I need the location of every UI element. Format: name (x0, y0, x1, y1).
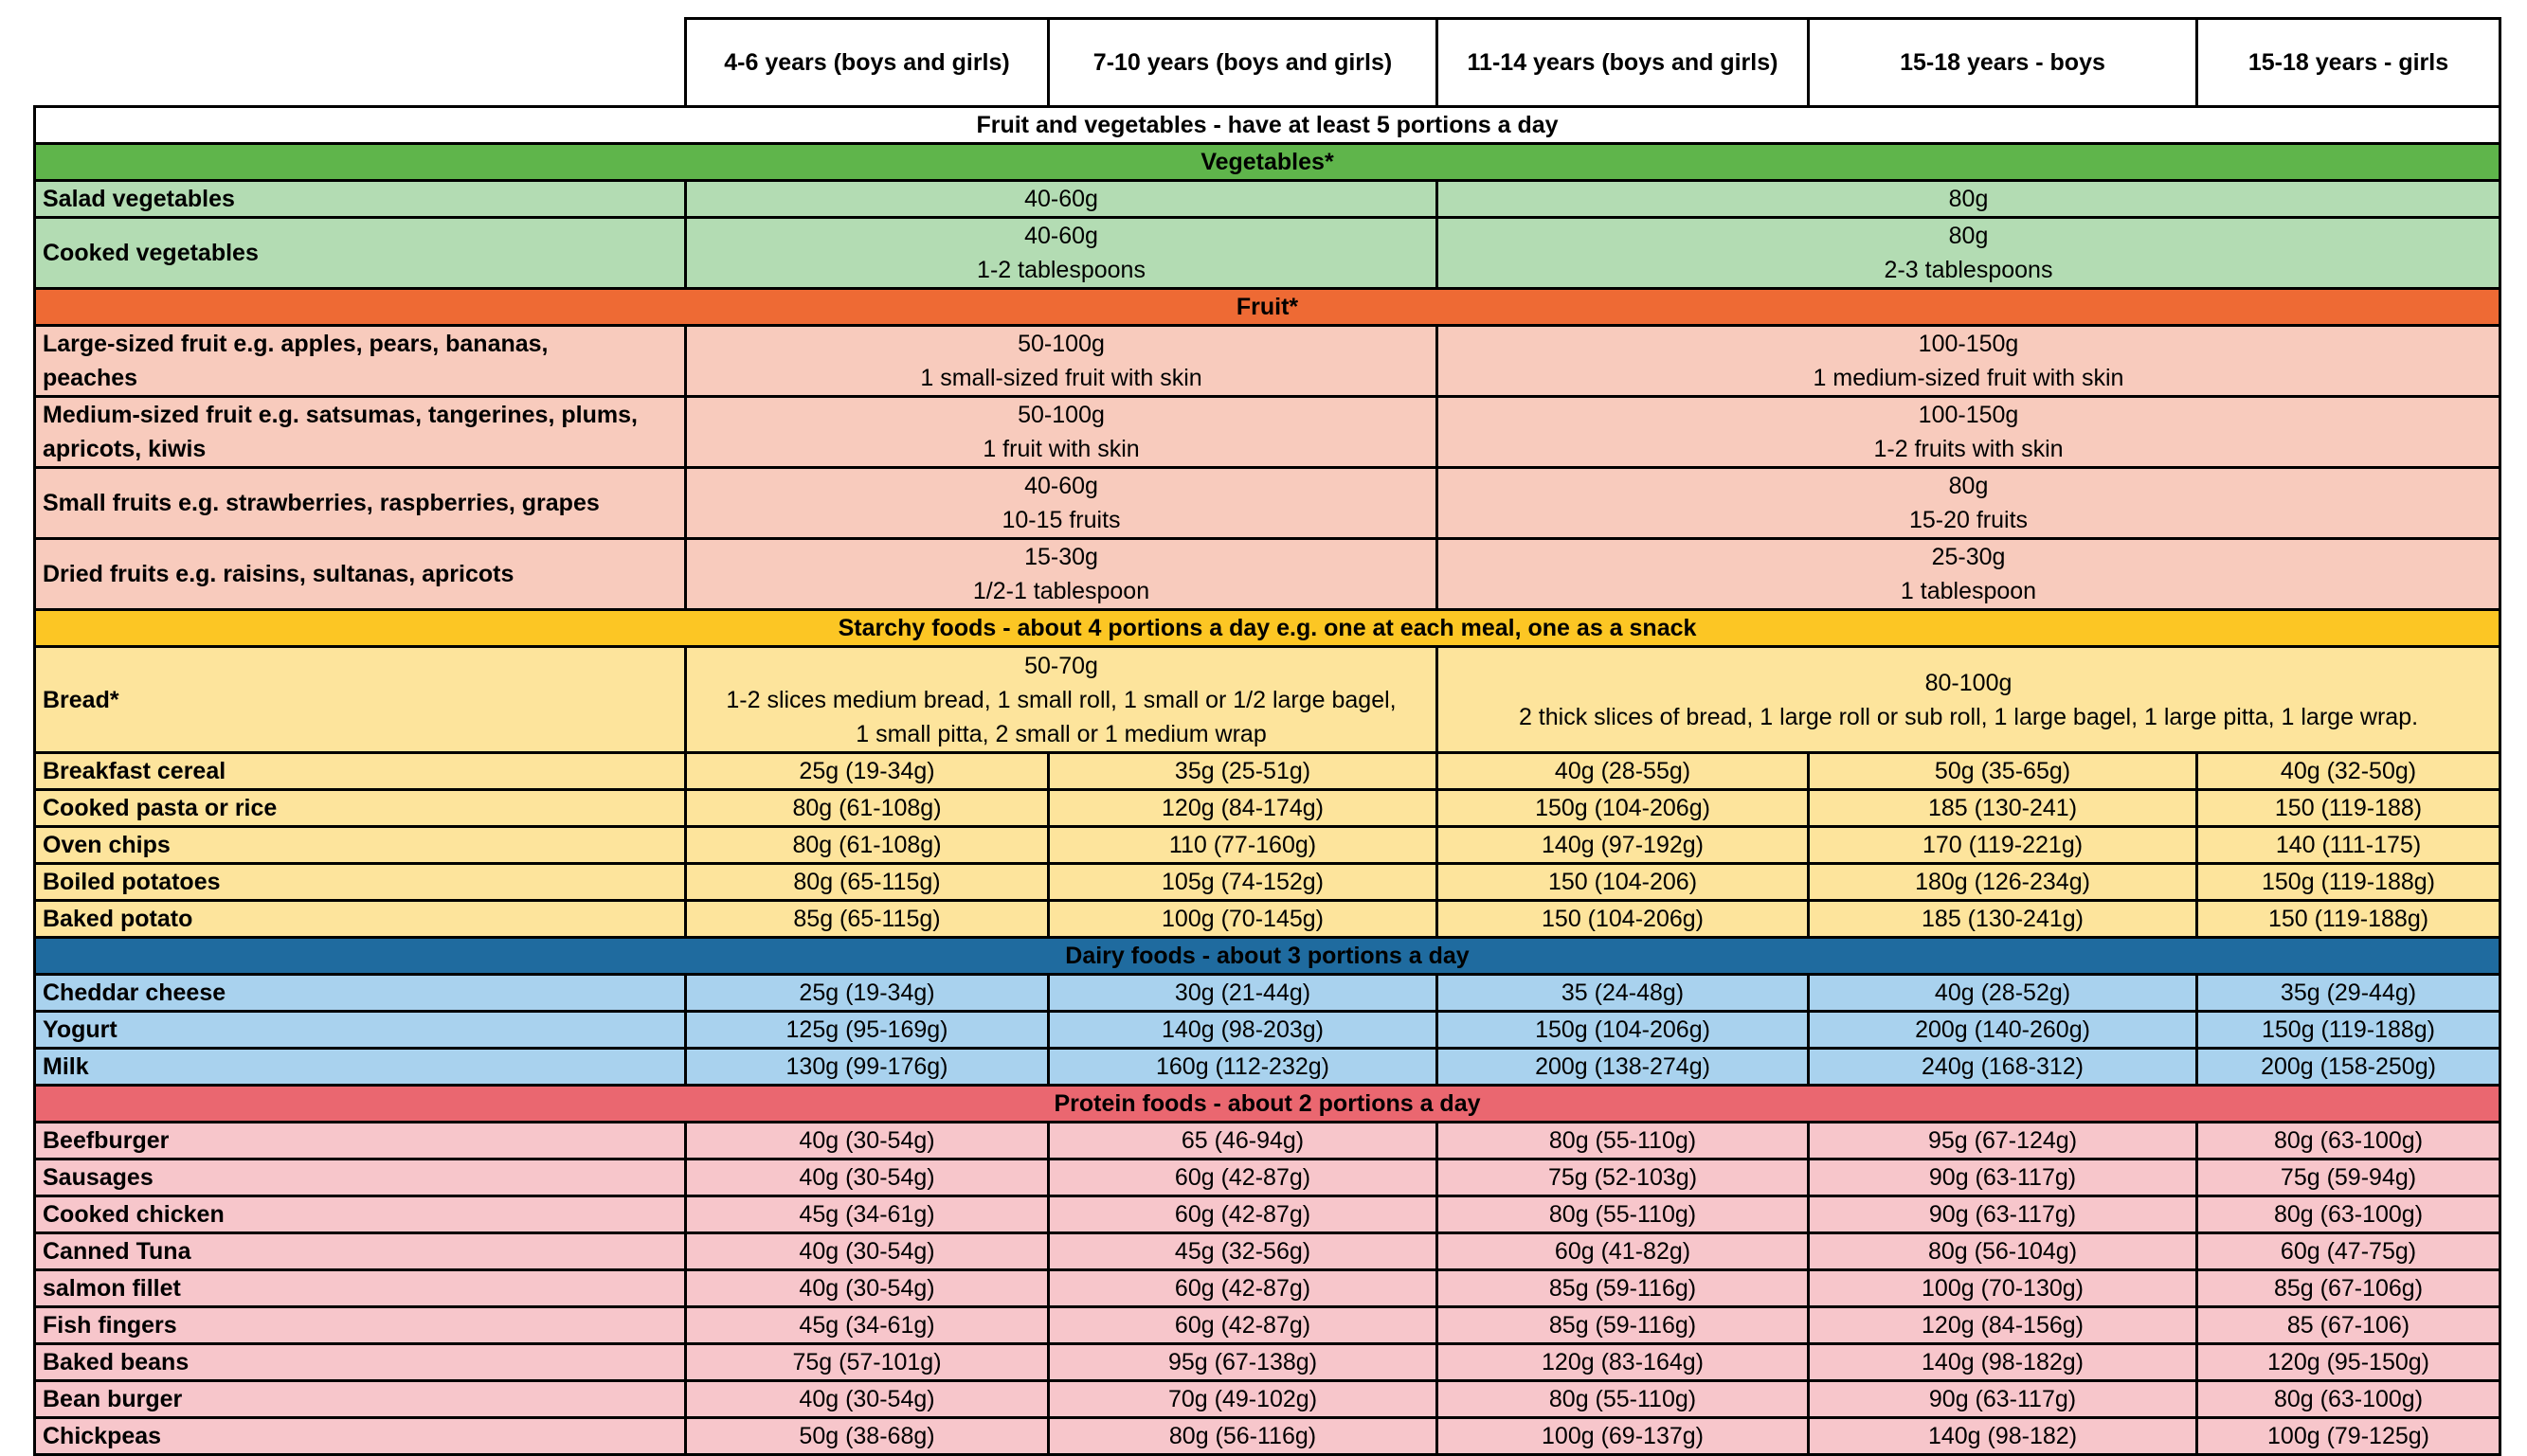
table-cell: 85 (67-106) (2197, 1307, 2500, 1344)
row-label: Milk (35, 1049, 686, 1086)
table-cell: 120g (95-150g) (2197, 1344, 2500, 1381)
row-label-medium-fruit (35, 397, 686, 468)
table-row (35, 539, 2500, 610)
cell-line: 1/2-1 tablespoon (972, 578, 1150, 604)
row-label: Cheddar cheese (35, 975, 686, 1012)
table-cell: 75g (57-101g) (686, 1344, 1049, 1381)
row-label: Cooked pasta or rice (35, 790, 686, 827)
label-line: Large-sized fruit e.g. apples, pears, bananas, (43, 331, 549, 357)
label-line: Medium-sized fruit e.g. satsumas, tangerines, plums, (43, 402, 638, 428)
fruit-veg-title: Fruit and vegetables - have at least 5 portions a day (35, 107, 2500, 144)
table-cell: 150 (119-188) (2197, 790, 2500, 827)
table-cell: 25g (19-34g) (686, 975, 1049, 1012)
table-row (35, 1381, 2500, 1418)
table-row (35, 1012, 2500, 1049)
table-cell: 140g (97-192g) (1437, 827, 1809, 864)
table-cell: 150 (104-206g) (1437, 901, 1809, 938)
table-cell: 200g (140-260g) (1809, 1012, 2197, 1049)
table-cell: 45g (32-56g) (1049, 1233, 1437, 1270)
cell-line: 1 medium-sized fruit with skin (1813, 365, 2124, 391)
row-label: Fish fingers (35, 1307, 686, 1344)
medium-fruit-old-value (1437, 397, 2500, 468)
table-cell: 80g (63-100g) (2197, 1381, 2500, 1418)
cell-line: 50-100g (1018, 402, 1105, 428)
table-cell: 140g (98-203g) (1049, 1012, 1437, 1049)
row-label: Baked potato (35, 901, 686, 938)
large-fruit-young-value (686, 326, 1437, 397)
protein-heading-row (35, 1086, 2500, 1123)
fruit-heading: Fruit* (35, 289, 2500, 326)
table-cell: 45g (34-61g) (686, 1196, 1049, 1233)
table-cell: 100g (79-125g) (2197, 1418, 2500, 1455)
table-row (35, 326, 2500, 397)
fruit-heading-row (35, 289, 2500, 326)
table-row (35, 901, 2500, 938)
cell-line: 1 small-sized fruit with skin (920, 365, 1202, 391)
table-cell: 140 (111-175) (2197, 827, 2500, 864)
cell-line: 1 tablespoon (1900, 578, 2037, 604)
cell-line: 15-30g (1024, 544, 1098, 570)
table-row (35, 975, 2500, 1012)
table-row (35, 218, 2500, 289)
table-cell: 40g (30-54g) (686, 1159, 1049, 1196)
table-cell: 80g (55-110g) (1437, 1196, 1809, 1233)
table-cell: 75g (52-103g) (1437, 1159, 1809, 1196)
table-cell: 150 (119-188g) (2197, 901, 2500, 938)
vegetables-heading-row (35, 144, 2500, 181)
table-cell: 40g (30-54g) (686, 1123, 1049, 1159)
header-row (35, 19, 2500, 107)
row-label: Boiled potatoes (35, 864, 686, 901)
table-cell: 85g (59-116g) (1437, 1270, 1809, 1307)
table-cell: 30g (21-44g) (1049, 975, 1437, 1012)
table-cell: 80g (56-116g) (1049, 1418, 1437, 1455)
label-line: apricots, kiwis (43, 436, 207, 462)
cell-line: 2 thick slices of bread, 1 large roll or sub roll, 1 large bagel, 1 large pitta, 1 large wrap. (1518, 703, 2419, 730)
table-cell: 65 (46-94g) (1049, 1123, 1437, 1159)
dried-fruit-young-value (686, 539, 1437, 610)
table-row (35, 827, 2500, 864)
cell-line: 2-3 tablespoons (1884, 257, 2053, 283)
cell-line: 1-2 slices medium bread, 1 small roll, 1 small or 1/2 large bagel, (726, 686, 1397, 713)
cell-line: 80g (1948, 473, 1989, 499)
row-label: Yogurt (35, 1012, 686, 1049)
table-cell: 25g (19-34g) (686, 753, 1049, 790)
salad-old-value: 80g (1437, 181, 2500, 218)
row-label-bread: Bread* (35, 647, 686, 753)
cell-line: 80-100g (1924, 669, 2013, 696)
table-cell: 140g (98-182g) (1809, 1344, 2197, 1381)
small-fruit-young-value (686, 468, 1437, 539)
table-cell: 95g (67-138g) (1049, 1344, 1437, 1381)
table-row (35, 1344, 2500, 1381)
table-cell: 80g (65-115g) (686, 864, 1049, 901)
row-label-salad-vegetables: Salad vegetables (35, 181, 686, 218)
table-row (35, 1159, 2500, 1196)
cell-line: 40-60g (1024, 223, 1098, 249)
table-cell: 80g (55-110g) (1437, 1381, 1809, 1418)
table-cell: 170 (119-221g) (1809, 827, 2197, 864)
table-row (35, 1418, 2500, 1455)
table-cell: 80g (63-100g) (2197, 1196, 2500, 1233)
dairy-heading: Dairy foods - about 3 portions a day (35, 938, 2500, 975)
table-cell: 75g (59-94g) (2197, 1159, 2500, 1196)
row-label: Cooked chicken (35, 1196, 686, 1233)
table-cell: 40g (28-55g) (1437, 753, 1809, 790)
table-cell: 85g (59-116g) (1437, 1307, 1809, 1344)
table-cell: 60g (42-87g) (1049, 1196, 1437, 1233)
table-row (35, 1270, 2500, 1307)
table-cell: 120g (84-156g) (1809, 1307, 2197, 1344)
table-cell: 240g (168-312) (1809, 1049, 2197, 1086)
table-cell: 150g (104-206g) (1437, 790, 1809, 827)
table-cell: 40g (30-54g) (686, 1233, 1049, 1270)
table-cell: 90g (63-117g) (1809, 1196, 2197, 1233)
large-fruit-old-value (1437, 326, 2500, 397)
cooked-veg-old-value (1437, 218, 2500, 289)
cell-line: 25-30g (1931, 544, 2006, 570)
row-label: Canned Tuna (35, 1233, 686, 1270)
row-label-large-fruit (35, 326, 686, 397)
table-cell: 130g (99-176g) (686, 1049, 1049, 1086)
cell-line: 15-20 fruits (1908, 507, 2029, 533)
row-label: Bean burger (35, 1381, 686, 1418)
table-cell: 100g (70-145g) (1049, 901, 1437, 938)
table-row (35, 1233, 2500, 1270)
starchy-heading-row (35, 610, 2500, 647)
header-age-11-14: 11-14 years (boys and girls) (1437, 19, 1809, 107)
table-row (35, 1049, 2500, 1086)
table-cell: 150 (104-206) (1437, 864, 1809, 901)
cell-line: 100-150g (1918, 331, 2019, 357)
table-cell: 125g (95-169g) (686, 1012, 1049, 1049)
table-cell: 60g (42-87g) (1049, 1307, 1437, 1344)
table-cell: 140g (98-182) (1809, 1418, 2197, 1455)
cooked-veg-young-value (686, 218, 1437, 289)
table-cell: 60g (42-87g) (1049, 1270, 1437, 1307)
cell-line: 80g (1948, 223, 1989, 249)
portion-size-table (33, 17, 2501, 1456)
cell-line: 50-70g (1024, 652, 1098, 679)
table-cell: 185 (130-241g) (1809, 901, 2197, 938)
cell-line: 1 small pitta, 2 small or 1 medium wrap (856, 720, 1267, 747)
table-cell: 110 (77-160g) (1049, 827, 1437, 864)
row-label: Beefburger (35, 1123, 686, 1159)
header-age-4-6: 4-6 years (boys and girls) (686, 19, 1049, 107)
table-cell: 90g (63-117g) (1809, 1159, 2197, 1196)
header-age-7-10: 7-10 years (boys and girls) (1049, 19, 1437, 107)
table-row (35, 397, 2500, 468)
header-age-15-18-boys: 15-18 years - boys (1809, 19, 2197, 107)
table-cell: 60g (41-82g) (1437, 1233, 1809, 1270)
cell-line: 10-15 fruits (1002, 507, 1121, 533)
row-label: Breakfast cereal (35, 753, 686, 790)
table-cell: 80g (63-100g) (2197, 1123, 2500, 1159)
table-cell: 35g (29-44g) (2197, 975, 2500, 1012)
table-cell: 160g (112-232g) (1049, 1049, 1437, 1086)
row-label-small-fruits: Small fruits e.g. strawberries, raspberries, grapes (35, 468, 686, 539)
table-row (35, 1307, 2500, 1344)
table-cell: 105g (74-152g) (1049, 864, 1437, 901)
label-line: peaches (43, 365, 138, 391)
table-cell: 35 (24-48g) (1437, 975, 1809, 1012)
table-cell: 80g (55-110g) (1437, 1123, 1809, 1159)
table-cell: 80g (56-104g) (1809, 1233, 2197, 1270)
table-row (35, 864, 2500, 901)
table-cell: 150g (104-206g) (1437, 1012, 1809, 1049)
salad-young-value: 40-60g (686, 181, 1437, 218)
dairy-heading-row (35, 938, 2500, 975)
table-row (35, 181, 2500, 218)
header-blank-cell (35, 19, 686, 107)
cell-line: 100-150g (1918, 402, 2019, 428)
table-cell: 120g (83-164g) (1437, 1344, 1809, 1381)
table-cell: 70g (49-102g) (1049, 1381, 1437, 1418)
row-label-dried-fruits: Dried fruits e.g. raisins, sultanas, apricots (35, 539, 686, 610)
table-row (35, 468, 2500, 539)
table-cell: 60g (42-87g) (1049, 1159, 1437, 1196)
cell-line: 1-2 tablespoons (977, 257, 1146, 283)
table-cell: 80g (61-108g) (686, 790, 1049, 827)
bread-young-value (686, 647, 1437, 753)
table-row (35, 647, 2500, 753)
table-cell: 50g (38-68g) (686, 1418, 1049, 1455)
title-row (35, 107, 2500, 144)
protein-heading: Protein foods - about 2 portions a day (35, 1086, 2500, 1123)
header-age-15-18-girls: 15-18 years - girls (2197, 19, 2500, 107)
table-cell: 85g (67-106g) (2197, 1270, 2500, 1307)
vegetables-heading: Vegetables* (35, 144, 2500, 181)
table-cell: 180g (126-234g) (1809, 864, 2197, 901)
starchy-heading: Starchy foods - about 4 portions a day e.g. one at each meal, one as a snack (35, 610, 2500, 647)
table-cell: 150g (119-188g) (2197, 1012, 2500, 1049)
table-cell: 50g (35-65g) (1809, 753, 2197, 790)
table-cell: 85g (65-115g) (686, 901, 1049, 938)
table-cell: 90g (63-117g) (1809, 1381, 2197, 1418)
small-fruit-old-value (1437, 468, 2500, 539)
table-cell: 40g (30-54g) (686, 1270, 1049, 1307)
table-cell: 150g (119-188g) (2197, 864, 2500, 901)
table-row (35, 753, 2500, 790)
table-cell: 100g (70-130g) (1809, 1270, 2197, 1307)
cell-line: 40-60g (1024, 473, 1098, 499)
row-label: Chickpeas (35, 1418, 686, 1455)
table-cell: 80g (61-108g) (686, 827, 1049, 864)
row-label: Baked beans (35, 1344, 686, 1381)
dried-fruit-old-value (1437, 539, 2500, 610)
bread-old-value (1437, 647, 2500, 753)
table-row (35, 790, 2500, 827)
table-cell: 200g (138-274g) (1437, 1049, 1809, 1086)
table-cell: 120g (84-174g) (1049, 790, 1437, 827)
table-cell: 95g (67-124g) (1809, 1123, 2197, 1159)
cell-line: 50-100g (1018, 331, 1105, 357)
row-label: Sausages (35, 1159, 686, 1196)
table-cell: 35g (25-51g) (1049, 753, 1437, 790)
row-label-cooked-vegetables: Cooked vegetables (35, 218, 686, 289)
cell-line: 1-2 fruits with skin (1873, 436, 2064, 462)
table-cell: 200g (158-250g) (2197, 1049, 2500, 1086)
row-label: salmon fillet (35, 1270, 686, 1307)
table-row (35, 1123, 2500, 1159)
medium-fruit-young-value (686, 397, 1437, 468)
cell-line: 1 fruit with skin (983, 436, 1140, 462)
table-cell: 45g (34-61g) (686, 1307, 1049, 1344)
table-cell: 185 (130-241) (1809, 790, 2197, 827)
table-row (35, 1196, 2500, 1233)
table-cell: 40g (28-52g) (1809, 975, 2197, 1012)
table-cell: 40g (30-54g) (686, 1381, 1049, 1418)
table-cell: 40g (32-50g) (2197, 753, 2500, 790)
row-label: Oven chips (35, 827, 686, 864)
table-cell: 100g (69-137g) (1437, 1418, 1809, 1455)
table-cell: 60g (47-75g) (2197, 1233, 2500, 1270)
